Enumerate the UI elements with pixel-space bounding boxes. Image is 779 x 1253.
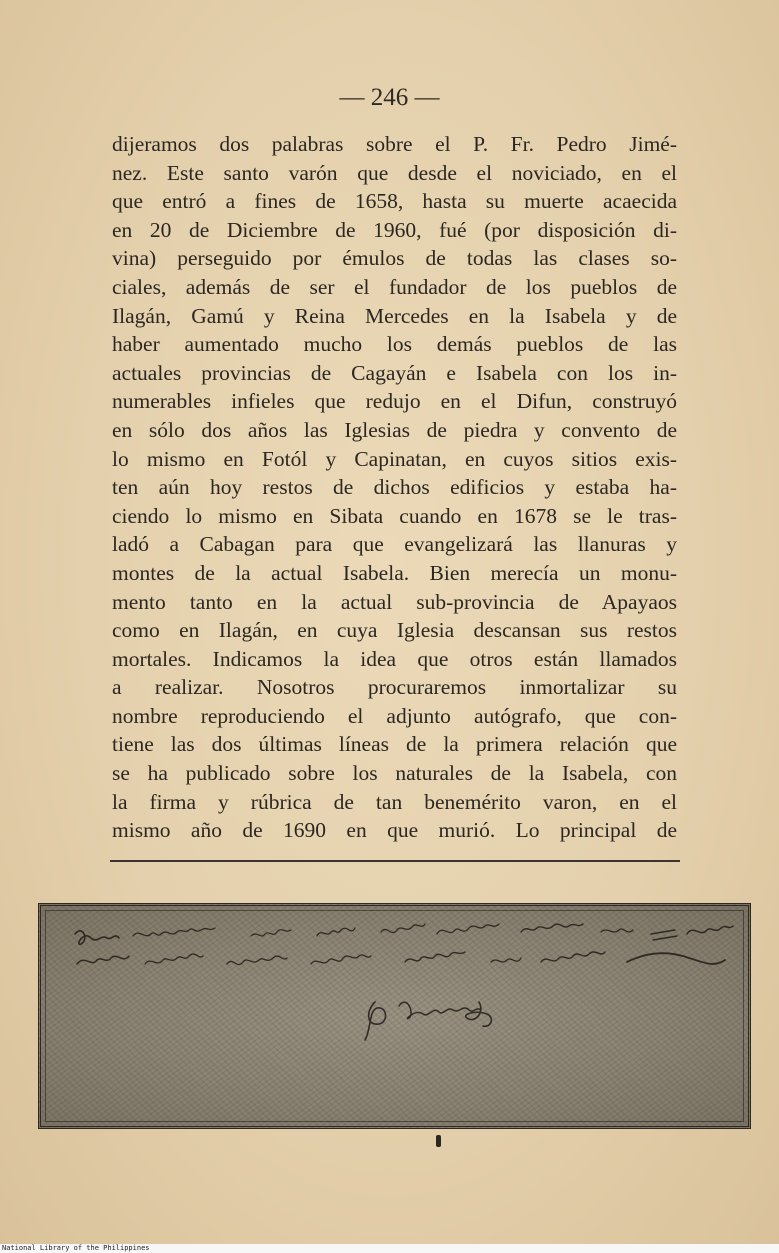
- text-line: ciales, además de ser el fundador de los pueblos de: [112, 274, 677, 299]
- text-line: montes de la actual Isabela. Bien merecía un monu-: [112, 560, 677, 585]
- text-line: que entró a fines de 1658, hasta su muerte acaecida: [112, 189, 677, 214]
- text-line: actuales provincias de Cagayán e Isabela con los in-: [112, 360, 677, 385]
- footer-credit: National Library of the Philippines: [2, 1244, 150, 1252]
- text-line: nez. Este santo varón que desde el noviciado, en el: [112, 160, 677, 185]
- text-line: mento tanto en la actual sub-provincia de Apayaos: [112, 589, 677, 614]
- text-line: a realizar. Nosotros procuraremos inmortalizar su: [112, 675, 677, 700]
- text-line: se ha publicado sobre los naturales de la Isabela, con: [112, 761, 677, 786]
- text-line: tiene las dos últimas líneas de la primera relación que: [112, 732, 677, 757]
- ink-mark: [436, 1135, 441, 1147]
- text-line: lo mismo en Fotól y Capinatan, en cuyos sitios exis-: [112, 446, 677, 471]
- text-line: dijeramos dos palabras sobre el P. Fr. Pedro Jimé-: [112, 132, 677, 156]
- text-line: nombre reproduciendo el adjunto autógrafo, que con-: [112, 703, 677, 728]
- text-line: ladó a Cabagan para que evangelizará las llanuras y: [112, 532, 677, 557]
- text-line: la firma y rúbrica de tan benemérito varon, en el: [112, 789, 677, 814]
- text-line: ciendo lo mismo en Sibata cuando en 1678 se le tras-: [112, 503, 677, 528]
- text-line: vina) perseguido por émulos de todas las clases so-: [112, 246, 677, 271]
- text-line: como en Ilagán, en cuya Iglesia descansan sus restos: [112, 618, 677, 643]
- horizontal-rule: [110, 860, 680, 862]
- text-line: Ilagán, Gamú y Reina Mercedes en la Isabela y de: [112, 303, 677, 328]
- text-line: mismo año de 1690 en que murió. Lo principal de: [112, 818, 677, 843]
- page-number: — 246 —: [339, 84, 440, 111]
- text-line: en 20 de Diciembre de 1960, fué (por disposición di-: [112, 217, 677, 242]
- autograph-facsimile: [38, 903, 751, 1129]
- text-line: haber aumentado mucho los demás pueblos de las: [112, 332, 677, 357]
- text-line: en sólo dos años las Iglesias de piedra y convento de: [112, 417, 677, 442]
- text-line: mortales. Indicamos la idea que otros están llamados: [112, 646, 677, 671]
- text-line: numerables infieles que redujo en el Difun, construyó: [112, 389, 677, 414]
- body-text: [112, 130, 677, 845]
- text-line: ten aún hoy restos de dichos edificios y estaba ha-: [112, 475, 677, 500]
- handwriting-script: [41, 906, 748, 1126]
